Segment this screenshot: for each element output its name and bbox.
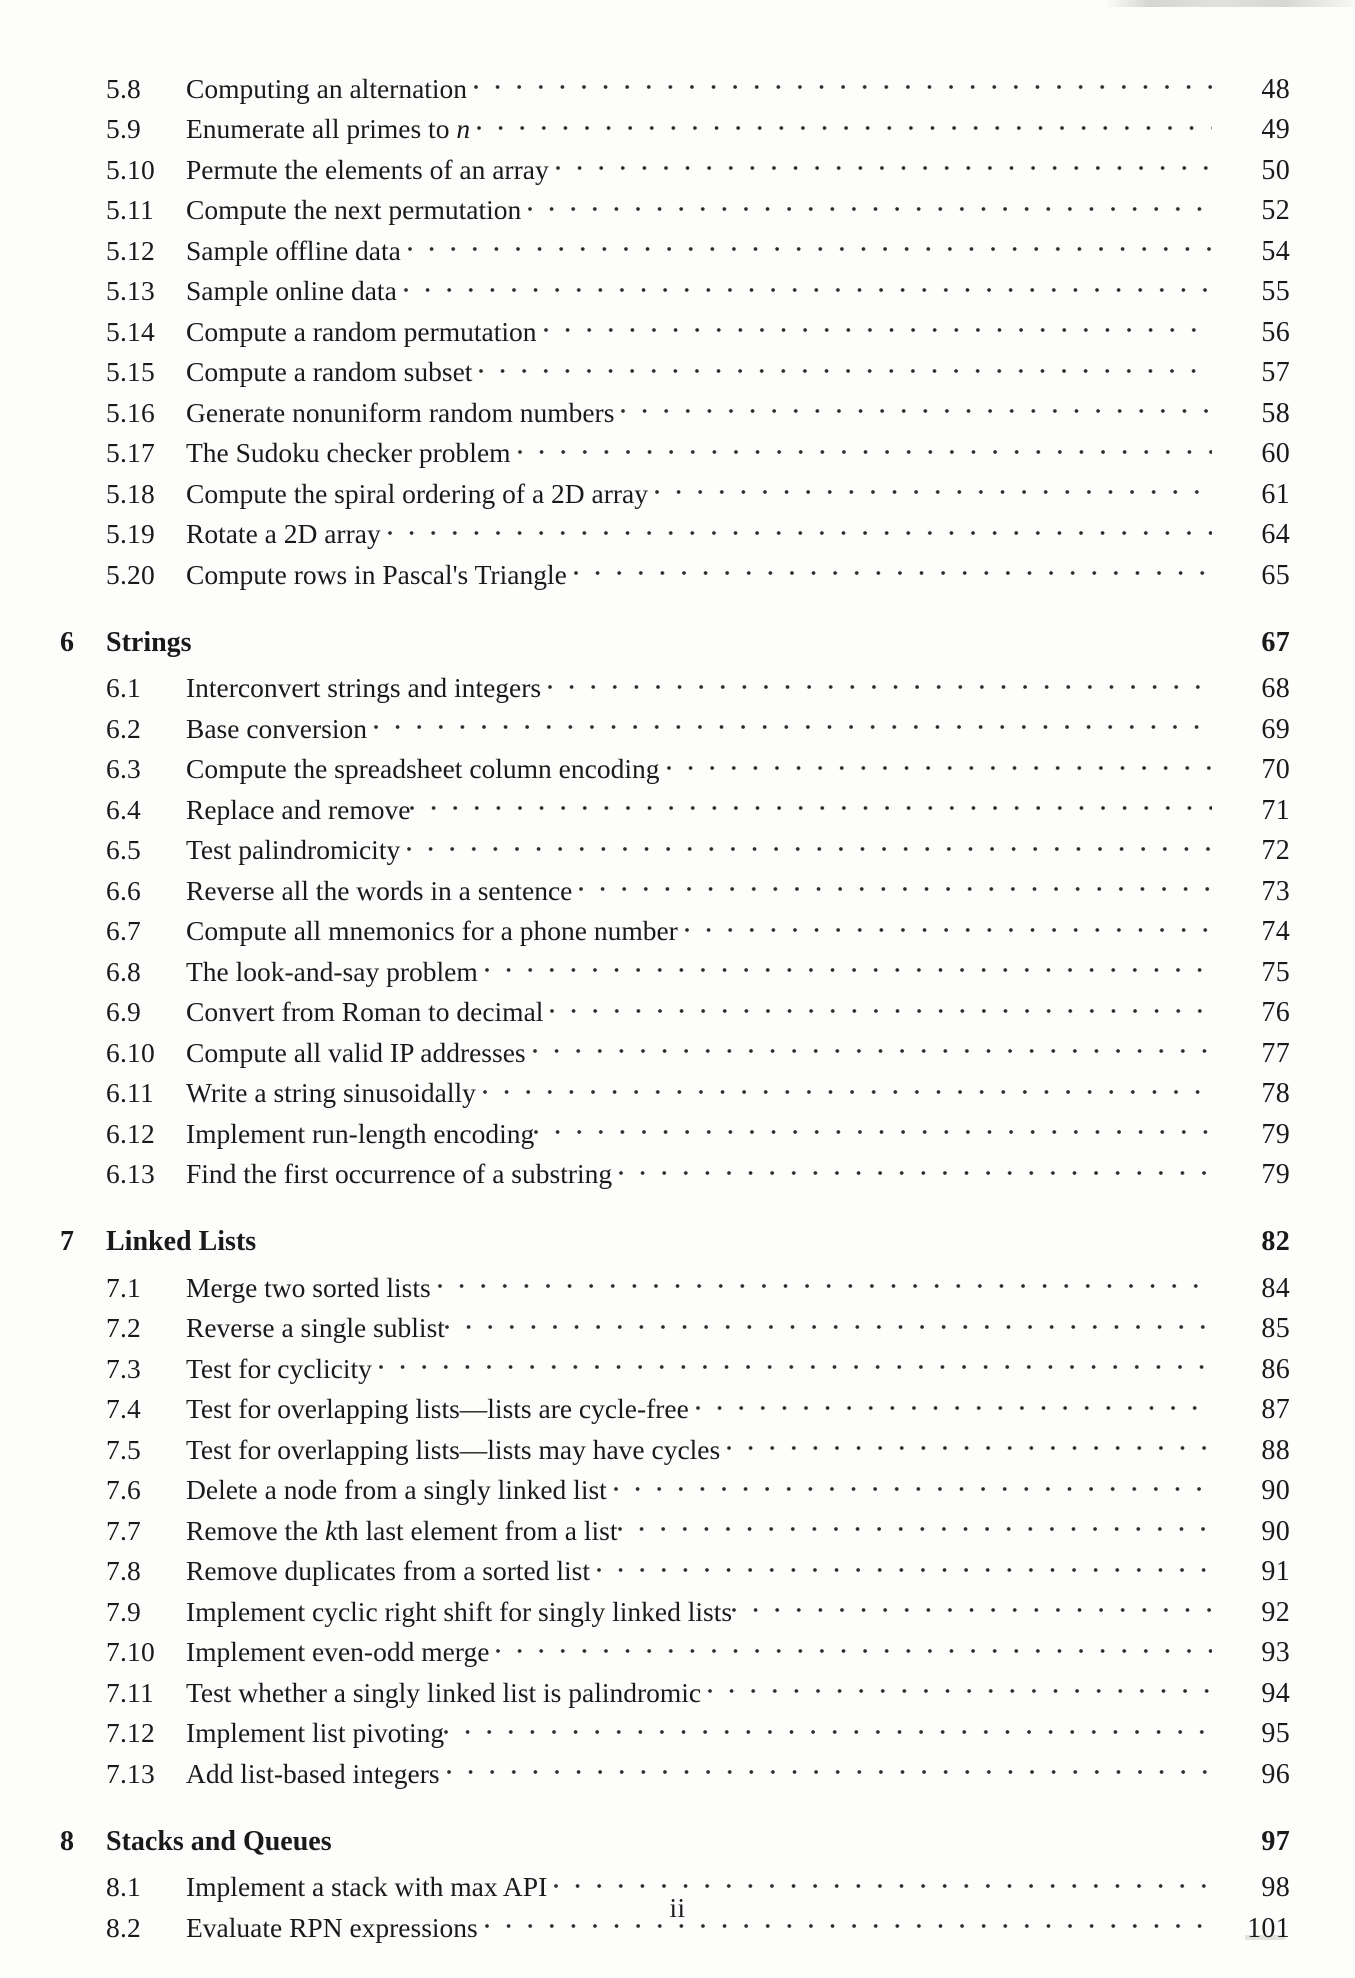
section-title: Implement cyclic right shift for singly linked lists <box>186 1595 733 1627</box>
section-number: 6.3 <box>106 753 141 784</box>
section-title: Interconvert strings and integers <box>186 672 542 703</box>
page-number[interactable]: 48 <box>1261 73 1290 105</box>
page-number[interactable]: 84 <box>1261 1272 1290 1304</box>
dot-leader <box>655 475 1212 503</box>
toc-chapter-entry[interactable] <box>0 623 1290 669</box>
dot-leader <box>496 1634 1212 1662</box>
section-title: Remove duplicates from a sorted list <box>186 1555 591 1586</box>
page-number[interactable]: 93 <box>1261 1637 1290 1668</box>
page-number[interactable]: 65 <box>1261 559 1290 591</box>
section-number: 6.5 <box>106 834 141 865</box>
dot-leader <box>619 1156 1212 1184</box>
dot-leader <box>407 832 1212 860</box>
dot-leader <box>444 1715 1212 1743</box>
toc-section-entry[interactable] <box>0 1310 1290 1351</box>
toc-section-entry[interactable] <box>0 1715 1290 1756</box>
section-number: 6.8 <box>106 955 141 987</box>
dot-leader <box>483 1075 1212 1103</box>
dot-leader <box>727 1431 1212 1459</box>
section-number: 5.9 <box>106 113 141 144</box>
page-number[interactable]: 74 <box>1261 916 1290 947</box>
toc-section-entry[interactable] <box>0 751 1290 792</box>
section-title: Delete a node from a singly linked list <box>186 1474 607 1505</box>
toc-section-entry[interactable] <box>0 953 1290 994</box>
dot-leader <box>410 791 1212 819</box>
section-number: 5.20 <box>106 558 155 590</box>
toc-section-entry[interactable] <box>0 1755 1290 1796</box>
toc-section-entry[interactable] <box>0 710 1290 751</box>
dot-leader <box>332 1822 1212 1850</box>
page-number[interactable]: 76 <box>1261 997 1290 1028</box>
section-number: 6.12 <box>106 1117 155 1149</box>
dot-leader <box>556 151 1212 179</box>
section-number: 6.11 <box>106 1077 154 1108</box>
page-number[interactable]: 82 <box>1261 1226 1290 1257</box>
dot-leader <box>528 192 1212 220</box>
dot-leader <box>447 1755 1212 1783</box>
section-number: 6.9 <box>106 996 141 1027</box>
page-number[interactable]: 92 <box>1261 1596 1290 1628</box>
section-number: 7.11 <box>106 1676 154 1708</box>
section-number: 5.14 <box>106 315 155 347</box>
section-title: Test for overlapping lists—lists are cycle-free <box>186 1393 689 1424</box>
dot-leader <box>732 1593 1212 1621</box>
toc-section-entry[interactable] <box>0 832 1290 873</box>
page-number[interactable]: 97 <box>1261 1825 1290 1857</box>
dot-leader <box>518 435 1212 463</box>
toc-section-entry[interactable] <box>0 435 1290 476</box>
section-title: Computing an alternation <box>186 72 468 104</box>
toc-section-entry[interactable] <box>0 1075 1290 1116</box>
page-number[interactable]: 86 <box>1261 1353 1290 1385</box>
page-number[interactable]: 58 <box>1261 397 1290 429</box>
section-title: Permute the elements of an array <box>186 153 549 185</box>
section-number: 7.8 <box>106 1555 141 1586</box>
toc-section-entry[interactable] <box>0 192 1290 233</box>
page-number[interactable]: 54 <box>1261 235 1290 267</box>
toc-section-entry[interactable] <box>0 273 1290 314</box>
page-number[interactable]: 52 <box>1261 195 1290 226</box>
toc-section-entry[interactable] <box>0 670 1290 711</box>
section-title: Write a string sinusoidally <box>186 1077 476 1108</box>
section-number: 8.2 <box>106 1911 141 1943</box>
page-number[interactable]: 79 <box>1261 1159 1290 1190</box>
dot-leader <box>550 994 1212 1022</box>
section-number: 7.13 <box>106 1757 155 1789</box>
section-number: 6.1 <box>106 672 141 703</box>
toc-section-entry[interactable] <box>0 1553 1290 1594</box>
section-number: 5.15 <box>106 356 155 387</box>
italic-variable: k <box>325 1514 338 1546</box>
toc-section-entry[interactable] <box>0 70 1290 111</box>
section-title: Reverse a single sublist <box>186 1312 445 1343</box>
dot-leader <box>579 872 1212 900</box>
page-number[interactable]: 88 <box>1261 1434 1290 1466</box>
section-title: Compute a random permutation <box>186 315 537 347</box>
page-number[interactable]: 91 <box>1261 1556 1290 1587</box>
section-title: Implement run-length encoding <box>186 1117 535 1149</box>
section-title: The look-and-say problem <box>186 955 478 987</box>
chapter-title: Linked Lists <box>106 1226 257 1257</box>
dot-leader <box>438 1269 1212 1297</box>
page-number[interactable]: 67 <box>1261 626 1290 658</box>
dot-leader <box>554 1869 1212 1897</box>
section-number: 5.18 <box>106 477 155 509</box>
page-number[interactable]: 95 <box>1261 1718 1290 1749</box>
section-number: 6.4 <box>106 793 141 825</box>
dot-leader <box>379 1350 1212 1378</box>
section-title: Compute the spreadsheet column encoding <box>186 753 660 784</box>
section-number: 6.6 <box>106 874 141 906</box>
toc-section-entry[interactable] <box>0 475 1290 516</box>
dot-leader <box>479 354 1212 382</box>
section-title: Add list-based integers <box>186 1757 440 1789</box>
section-title: Evaluate RPN expressions <box>186 1911 478 1943</box>
section-number: 6.2 <box>106 712 141 744</box>
toc-section-entry[interactable] <box>0 394 1290 435</box>
section-title: Base conversion <box>186 712 367 744</box>
chapter-title: Strings <box>106 626 192 658</box>
chapter-number: 6 <box>60 626 74 658</box>
toc-section-entry[interactable] <box>0 1472 1290 1513</box>
dot-leader <box>548 670 1212 698</box>
section-title: Convert from Roman to decimal <box>186 996 544 1027</box>
section-number: 7.1 <box>106 1271 141 1303</box>
section-number: 7.9 <box>106 1595 141 1627</box>
page-number[interactable]: 49 <box>1261 114 1290 145</box>
toc-chapter-entry[interactable] <box>0 1822 1290 1868</box>
section-title: Test palindromicity <box>186 834 401 865</box>
section-title: The Sudoku checker problem <box>186 437 511 468</box>
page-number[interactable]: 70 <box>1261 754 1290 785</box>
section-title: Compute rows in Pascal's Triangle <box>186 558 567 590</box>
section-title: Compute a random subset <box>186 356 473 387</box>
section-title: Find the first occurrence of a substring <box>186 1158 613 1189</box>
page-number[interactable]: 73 <box>1261 875 1290 907</box>
section-title: Test for overlapping lists—lists may have cycles <box>186 1433 721 1465</box>
dot-leader <box>597 1553 1212 1581</box>
dot-leader <box>685 913 1212 941</box>
toc-section-entry[interactable] <box>0 556 1290 597</box>
section-number: 6.13 <box>106 1158 155 1189</box>
dot-leader <box>388 516 1212 544</box>
section-title: Rotate a 2D array <box>186 518 381 549</box>
page-number[interactable]: 101 <box>1247 1912 1290 1944</box>
toc-section-entry[interactable] <box>0 913 1290 954</box>
section-title: Sample online data <box>186 275 397 306</box>
toc-section-entry[interactable] <box>0 1269 1290 1310</box>
dot-leader <box>404 273 1212 301</box>
toc-section-entry[interactable] <box>0 354 1290 395</box>
toc-section-entry[interactable] <box>0 1674 1290 1715</box>
dot-leader <box>574 556 1212 584</box>
toc-section-entry[interactable] <box>0 1156 1290 1197</box>
chapter-number: 7 <box>60 1226 74 1257</box>
section-number: 5.8 <box>106 72 141 104</box>
section-number: 7.7 <box>106 1514 141 1546</box>
section-title: Compute the spiral ordering of a 2D array <box>186 477 649 509</box>
section-number: 7.2 <box>106 1312 141 1343</box>
page-number[interactable]: 50 <box>1261 154 1290 186</box>
toc-section-entry[interactable] <box>0 516 1290 557</box>
dot-leader <box>544 313 1212 341</box>
section-title: Test for cyclicity <box>186 1352 372 1384</box>
dot-leader <box>534 1115 1212 1143</box>
section-number: 6.10 <box>106 1036 155 1068</box>
section-title: Test whether a singly linked list is palindromic <box>186 1676 702 1708</box>
toc-section-entry[interactable] <box>0 994 1290 1035</box>
page-number[interactable]: 78 <box>1261 1078 1290 1109</box>
section-title: Remove the kth last element from a list <box>186 1514 618 1546</box>
page-number[interactable]: 72 <box>1261 835 1290 866</box>
page-number[interactable]: 56 <box>1261 316 1290 348</box>
section-title: Sample offline data <box>186 234 401 266</box>
dot-leader <box>477 111 1212 139</box>
dot-leader <box>445 1310 1212 1338</box>
page-number[interactable]: 90 <box>1261 1515 1290 1547</box>
page-number[interactable]: 87 <box>1261 1394 1290 1425</box>
section-number: 7.12 <box>106 1717 155 1748</box>
section-number: 5.13 <box>106 275 155 306</box>
page-number[interactable]: 85 <box>1261 1313 1290 1344</box>
section-number: 5.16 <box>106 396 155 428</box>
section-title: Enumerate all primes to n <box>186 113 471 144</box>
section-number: 7.10 <box>106 1636 155 1667</box>
section-number: 5.12 <box>106 234 155 266</box>
page-number[interactable]: 60 <box>1261 438 1290 469</box>
italic-variable: n <box>456 113 471 144</box>
toc-section-entry[interactable] <box>0 1431 1290 1472</box>
dot-leader <box>618 1512 1213 1540</box>
section-title: Implement list pivoting <box>186 1717 445 1748</box>
dot-leader <box>256 1222 1212 1250</box>
toc-section-entry[interactable] <box>0 151 1290 192</box>
toc-section-entry[interactable] <box>0 1034 1290 1075</box>
dot-leader <box>485 953 1212 981</box>
dot-leader <box>708 1674 1212 1702</box>
page-number[interactable]: 68 <box>1261 673 1290 704</box>
section-title: Compute the next permutation <box>186 194 522 225</box>
section-number: 5.17 <box>106 437 155 468</box>
section-number: 7.5 <box>106 1433 141 1465</box>
toc-section-entry[interactable] <box>0 791 1290 832</box>
section-title: Implement a stack with max API <box>186 1871 548 1902</box>
page-number[interactable]: 55 <box>1261 276 1290 307</box>
toc-chapter-entry[interactable] <box>0 1222 1290 1268</box>
page-number[interactable]: 90 <box>1261 1475 1290 1506</box>
page-number[interactable]: 77 <box>1261 1037 1290 1069</box>
section-title: Merge two sorted lists <box>186 1271 431 1303</box>
toc-section-entry[interactable] <box>0 1350 1290 1391</box>
section-number: 5.19 <box>106 518 155 549</box>
dot-leader <box>533 1034 1212 1062</box>
section-title: Replace and remove <box>186 793 411 825</box>
section-title: Implement even-odd merge <box>186 1636 490 1667</box>
section-title: Compute all valid IP addresses <box>186 1036 526 1068</box>
dot-leader <box>192 623 1212 651</box>
toc-section-entry[interactable] <box>0 313 1290 354</box>
section-number: 7.3 <box>106 1352 141 1384</box>
section-number: 5.11 <box>106 194 154 225</box>
page-number[interactable]: 61 <box>1261 478 1290 510</box>
dot-leader <box>614 1472 1212 1500</box>
page-number[interactable]: 94 <box>1261 1677 1290 1709</box>
toc-section-entry[interactable] <box>0 1593 1290 1634</box>
chapter-number: 8 <box>60 1825 74 1857</box>
dot-leader <box>408 232 1212 260</box>
page-number[interactable]: 71 <box>1261 794 1290 826</box>
toc-section-entry[interactable] <box>0 872 1290 913</box>
toc-section-entry[interactable] <box>0 1512 1290 1553</box>
section-title: Compute all mnemonics for a phone number <box>186 915 678 946</box>
page-number[interactable]: 69 <box>1261 713 1290 745</box>
section-title: Reverse all the words in a sentence <box>186 874 573 906</box>
toc-section-entry[interactable] <box>0 111 1290 152</box>
page-folio: ii <box>669 1893 686 1923</box>
dot-leader <box>374 710 1212 738</box>
toc-section-entry[interactable] <box>0 1391 1290 1432</box>
section-number: 7.4 <box>106 1393 141 1424</box>
section-number: 5.10 <box>106 153 155 185</box>
section-title: Generate nonuniform random numbers <box>186 396 615 428</box>
page-number[interactable]: 98 <box>1261 1872 1290 1903</box>
toc-section-entry[interactable] <box>0 232 1290 273</box>
dot-leader <box>621 394 1212 422</box>
section-number: 7.6 <box>106 1474 141 1505</box>
dot-leader <box>667 751 1213 779</box>
page-number[interactable]: 96 <box>1261 1758 1290 1790</box>
dot-leader <box>474 70 1212 98</box>
page-number[interactable]: 64 <box>1261 519 1290 550</box>
page-number[interactable]: 79 <box>1261 1118 1290 1150</box>
dot-leader <box>696 1391 1212 1419</box>
section-number: 6.7 <box>106 915 141 946</box>
page-number[interactable]: 75 <box>1261 956 1290 988</box>
toc-section-entry[interactable] <box>0 1115 1290 1156</box>
page-number[interactable]: 57 <box>1261 357 1290 388</box>
toc-section-entry[interactable] <box>0 1634 1290 1675</box>
chapter-title: Stacks and Queues <box>106 1825 332 1857</box>
section-number: 8.1 <box>106 1871 141 1902</box>
